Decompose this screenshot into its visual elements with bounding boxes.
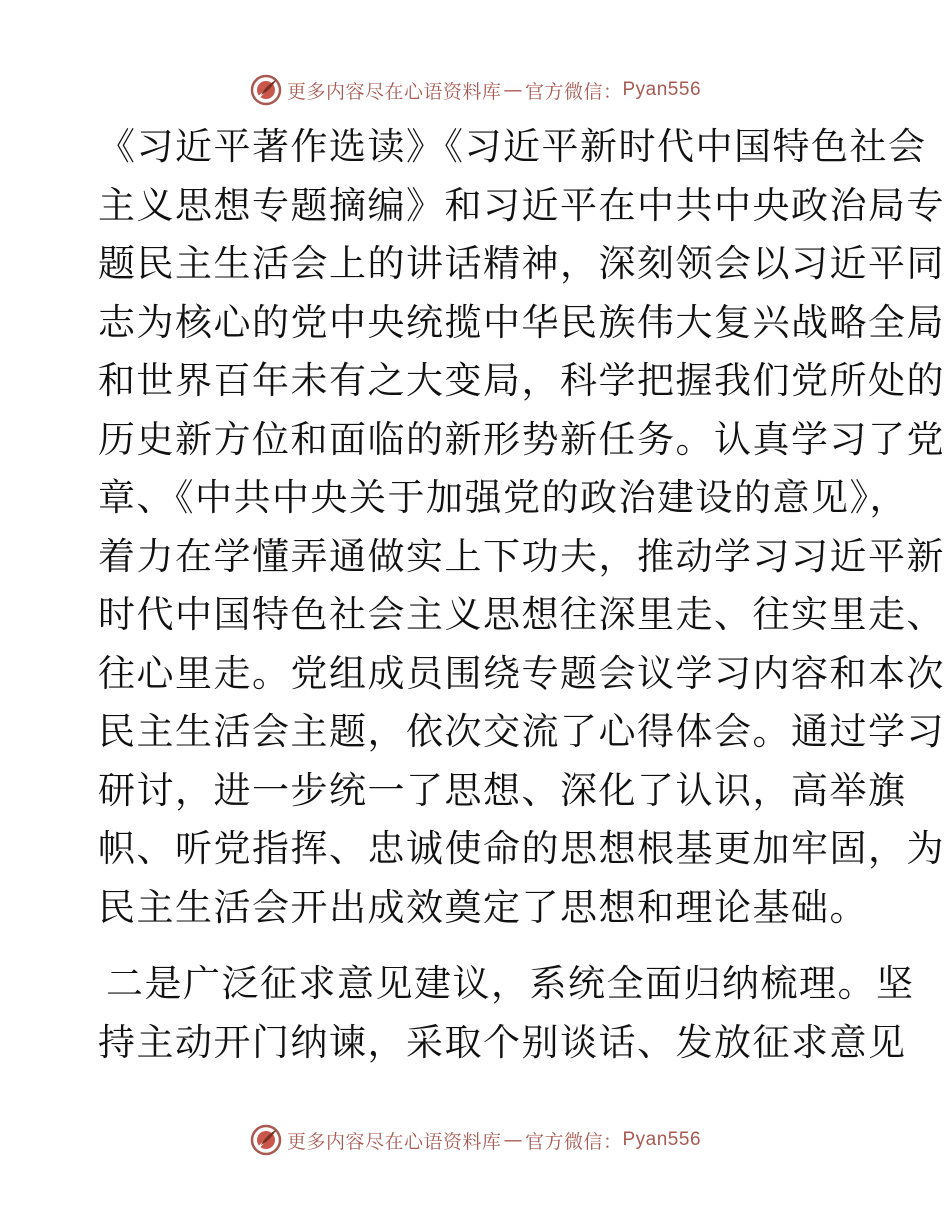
text-line: 研讨，进一步统一了思想、深化了认识，高举旗 (98, 768, 907, 812)
text-line: 章、《中共中央关于加强党的政治建设的意见》， (98, 476, 908, 519)
text-line: 民主生活会开出成效奠定了思想和理论基础。 (98, 885, 868, 929)
watermark-wechat-id: Pyan556 (622, 1129, 702, 1150)
watermark-wechat-id: Pyan556 (622, 79, 702, 100)
watermark-text: 更多内容尽在心语资料库 (286, 80, 502, 103)
text-line: 主义思想专题摘编》和习近平在中共中央政治局专 (98, 183, 945, 227)
text-line: 志为核心的党中央统揽中华民族伟大复兴战略全局 (98, 300, 945, 344)
document-body (98, 118, 945, 1072)
paragraph-2 (98, 955, 915, 1072)
feather-logo-icon (249, 73, 283, 107)
paragraph-1 (98, 118, 945, 937)
text-line: 历史新方位和面临的新形势新任务。认真学习了党 (98, 417, 945, 461)
watermark-separator: — (503, 79, 523, 101)
paragraph-gap (98, 937, 850, 955)
text-line: 往心里走。党组成员围绕专题会议学习内容和本次 (98, 651, 945, 695)
text-line: 二是广泛征求意见建议，系统全面归纳梳理。坚 (106, 962, 915, 1005)
watermark-separator: — (503, 1129, 523, 1151)
feather-logo-icon (249, 1123, 283, 1157)
text-line: 民主生活会主题，依次交流了心得体会。通过学习 (98, 710, 945, 753)
watermark-wechat-label: 官方微信： (524, 80, 623, 103)
watermark-wechat-label: 官方微信： (524, 1130, 623, 1153)
text-line: 着力在学懂弄通做实上下功夫，推动学习习近平新 (98, 534, 945, 578)
text-line: 持主动开门纳谏，采取个别谈话、发放征求意见 (98, 1020, 907, 1064)
footer-watermark (0, 1122, 950, 1158)
text-line: 《习近平著作选读》《习近平新时代中国特色社会 (98, 125, 927, 168)
text-line: 题民主生活会上的讲话精神，深刻领会以习近平同 (98, 242, 945, 285)
text-line: 时代中国特色社会主义思想往深里走、往实里走、 (98, 593, 945, 636)
header-watermark (0, 72, 950, 108)
watermark-text: 更多内容尽在心语资料库 (286, 1130, 502, 1153)
text-line: 和世界百年未有之大变局，科学把握我们党所处的 (98, 359, 945, 402)
text-line: 帜、听党指挥、忠诚使命的思想根基更加牢固，为 (98, 827, 945, 870)
